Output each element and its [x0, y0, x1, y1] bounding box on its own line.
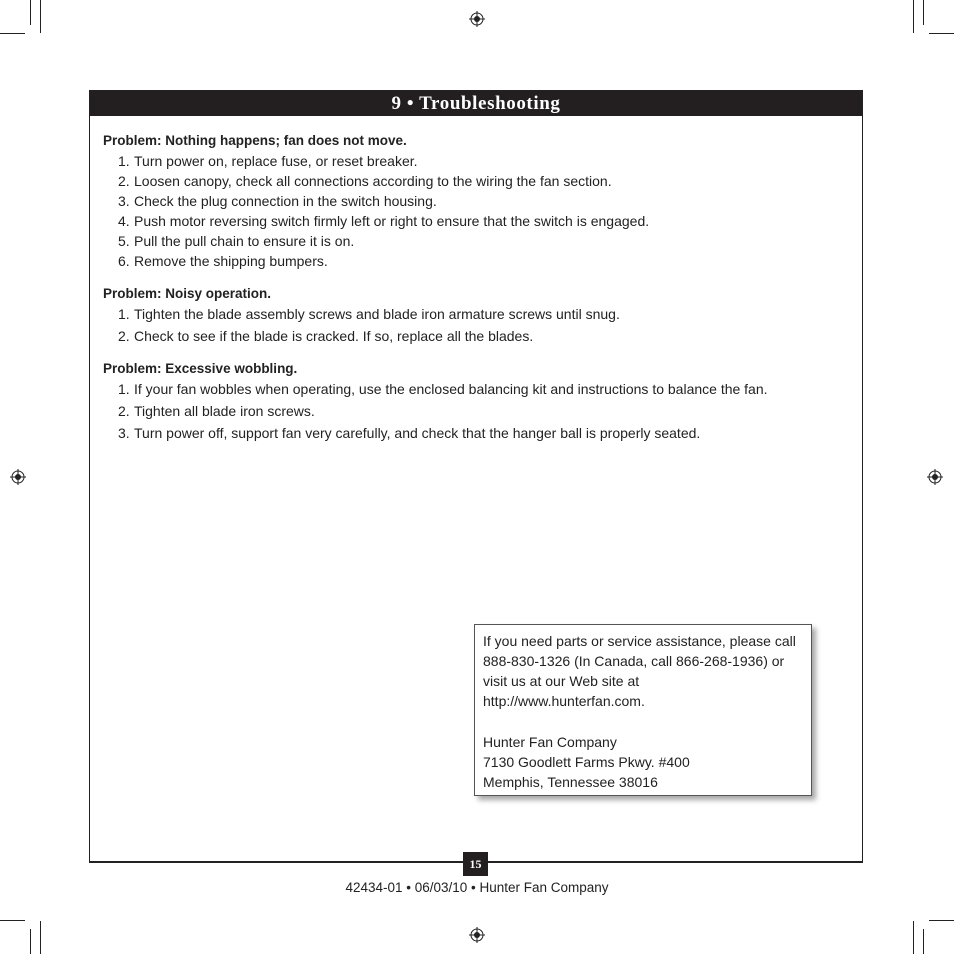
problem-title: Problem: Excessive wobbling.: [103, 361, 298, 376]
registration-mark-icon: [10, 469, 26, 485]
address-line: Memphis, Tennessee 38016: [483, 774, 658, 790]
crop-mark: [923, 929, 924, 954]
crop-mark: [0, 920, 25, 921]
problem-section: [103, 361, 768, 444]
crop-mark: [929, 33, 954, 34]
list-item: 5. Pull the pull chain to ensure it is on.: [118, 233, 355, 249]
list-item: 1. Tighten the blade assembly screws and blade iron armature screws until snug.: [118, 306, 620, 322]
crop-mark: [923, 0, 924, 25]
list-item: 2. Tighten all blade iron screws.: [118, 403, 315, 419]
crop-mark: [30, 0, 31, 25]
spacer: [483, 711, 803, 732]
section-title: 9 • Troubleshooting: [90, 91, 862, 116]
problem-section: [103, 286, 620, 347]
contact-info-box: [474, 624, 812, 796]
list-item: 6. Remove the shipping bumpers.: [118, 253, 328, 269]
crop-mark: [913, 921, 914, 954]
list-item: 1. If your fan wobbles when operating, use the enclosed balancing kit and instructions to balance the fan.: [118, 381, 768, 397]
solution-list: [103, 303, 620, 347]
list-item: 3. Turn power off, support fan very carefully, and check that the hanger ball is properly seated.: [118, 425, 701, 441]
list-item: 2. Check to see if the blade is cracked. If so, replace all the blades.: [118, 328, 534, 344]
registration-mark-icon: [469, 927, 485, 943]
address-line: 7130 Goodlett Farms Pkwy. #400: [483, 754, 690, 770]
page-number: 15: [463, 852, 488, 876]
problem-section: [103, 133, 649, 271]
contact-line: 888-830-1326 (In Canada, call 866-268-1936) or: [483, 653, 785, 669]
list-item: 1. Turn power on, replace fuse, or reset breaker.: [118, 153, 418, 169]
problem-title: Problem: Nothing happens; fan does not move.: [103, 133, 407, 148]
solution-list: [103, 151, 649, 271]
contact-line: If you need parts or service assistance, please call: [483, 633, 796, 649]
crop-mark: [30, 929, 31, 954]
list-item: 4. Push motor reversing switch firmly left or right to ensure that the switch is engaged.: [118, 213, 650, 229]
registration-mark-icon: [469, 11, 485, 27]
website-link[interactable]: http://www.hunterfan.com.: [483, 693, 645, 709]
registration-mark-icon: [927, 469, 943, 485]
contact-line: visit us at our Web site at: [483, 673, 640, 689]
crop-mark: [40, 921, 41, 954]
crop-mark: [0, 33, 25, 34]
company-name: Hunter Fan Company: [483, 734, 617, 750]
crop-mark: [929, 920, 954, 921]
list-item: 2. Loosen canopy, check all connections according to the wiring the fan section.: [118, 173, 612, 189]
footer-text: 42434-01 • 06/03/10 • Hunter Fan Company: [345, 880, 609, 895]
list-item: 3. Check the plug connection in the switch housing.: [118, 193, 437, 209]
crop-mark: [40, 0, 41, 33]
solution-list: [103, 378, 768, 444]
problem-title: Problem: Noisy operation.: [103, 286, 272, 301]
crop-mark: [913, 0, 914, 33]
